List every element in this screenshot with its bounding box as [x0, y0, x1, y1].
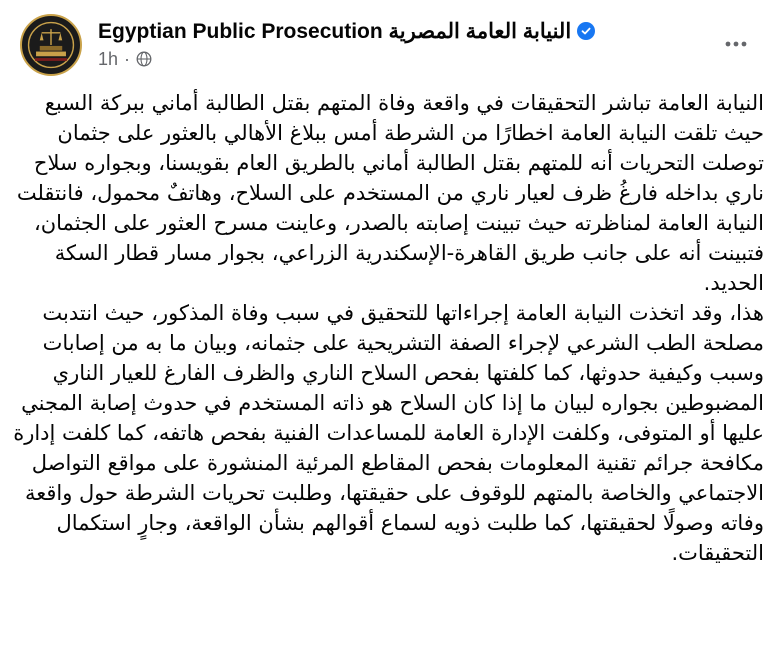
verified-badge-icon — [577, 22, 595, 40]
more-options-icon — [724, 40, 748, 48]
post-body-text: النيابة العامة تباشر التحقيقات في واقعة وفاة المتهم بقتل الطالبة أماني ببركة السبع حيث تلقت النيابة العامة اخطارًا من الشرطة أمس ببلاغ الأهالي بالعثور على جثمان توصلت التحريات أنه للمتهم بقتل الطالبة أماني بالطريق العام بقويسنا، وبجواره سلاح ناري بداخله فارغُ ظرف لعيار ناري من المستخدم على السلاح، وهاتفٌ محمول، فانتقلت النيابة العامة لمناظرته حيث تبينت إصابته بالصدر، وعاينت مسرح العثور على الجثمان، فتبينت أنه على جانب طريق القاهرة-الإسكندرية الزراعي، بجوار مسار قطار السكة الحديد. هذا، وقد اتخذت النيابة العامة إجراءاتها للتحقيق في سبب وفاة المذكور، حيث انتدبت مصلحة الطب الشرعي لإجراء الصفة التشريحية على جثمانه، وبيان ما به من إصابات وسبب وكيفية حدوثها، كما كلفتها بفحص السلاح الناري والظرف الفارغ للعيار الناري المضبوطين بجواره لبيان ما إذا كان السلاح هو ذاته المستخدم في حدوث إصابة المجني عليها أو المتوفى، وكلفت الإدارة العامة للمساعدات الفنية بفحص هاتفه، كما كلفت إدارة مكافحة جرائم تقنية المعلومات بفحص المقاطع المرئية المنشورة على مواقع التواصل الاجتماعي والخاصة بالمتهم للوقوف على حقيقتها، وطلبت تحريات الشرطة حول واقعة وفاته وصولًا لحقيقتها، كما طلبت ذويه لسماع أقوالهم بشأن الواقعة، وجارٍ استكمال التحقيقات. — [13, 91, 764, 565]
page-name-line — [98, 16, 595, 46]
page-avatar[interactable] — [20, 14, 82, 76]
post-timestamp[interactable]: 1h — [98, 48, 119, 69]
post-header — [0, 0, 768, 88]
page-name-link[interactable]: Egyptian Public Prosecution النيابة العامة المصرية — [98, 19, 572, 43]
globe-icon[interactable] — [136, 51, 152, 67]
post-meta — [98, 48, 152, 70]
prosecution-emblem-icon — [22, 16, 80, 74]
more-options-button[interactable] — [718, 26, 754, 62]
meta-separator: · — [124, 48, 131, 69]
